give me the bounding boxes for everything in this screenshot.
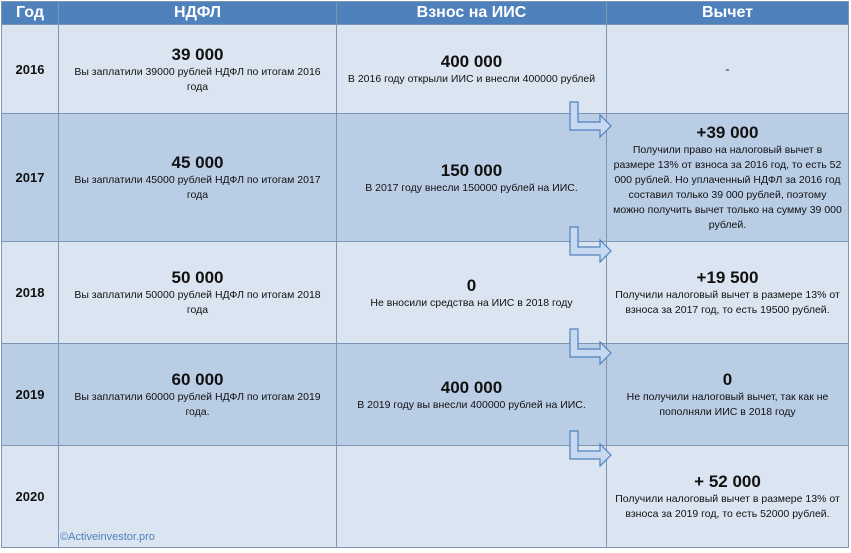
deduction-cell [607,114,849,242]
arrow-icon [568,327,612,371]
deduction-text: Получили налоговый вычет в размере 13% от взноса за 2017 год, то есть 19500 рублей. [615,289,840,316]
table-row [2,344,849,446]
ndfl-text: Вы заплатили 60000 рублей НДФЛ по итогам 2019 года. [74,391,321,418]
contribution-amount: 400 000 [440,52,503,71]
contribution-text: В 2017 году внесли 150000 рублей на ИИС. [365,181,578,194]
deduction-cell [607,25,849,114]
contribution-text: Не вносили средства на ИИС в 2018 году [370,296,573,309]
deduction-text: - [725,62,730,76]
header-year: Год [2,2,59,25]
deduction-cell [607,344,849,446]
ndfl-cell [59,114,337,242]
header-deduction: Вычет [607,2,849,25]
year-cell: 2019 [2,344,59,446]
header-row [2,2,849,25]
contribution-amount: 400 000 [440,377,503,397]
deduction-text: Получили право на налоговый вычет в размере 13% от взноса за 2016 год, то есть 52 000 рублей. Но уплаченный НДФЛ за 2016 год составил только 39 000 рублей, поэтому можно получить вычет только на сумму 39 000 рублей. [613,144,842,231]
deduction-text: Не получили налоговый вычет, так как не пополняли ИИС в 2018 году [626,391,829,418]
arrow-icon [568,225,612,269]
deduction-cell [607,446,849,548]
contribution-amount: 150 000 [440,160,503,180]
year-cell: 2016 [2,25,59,114]
deduction-amount: +39 000 [696,123,759,142]
deduction-cell [607,242,849,344]
ndfl-text: Вы заплатили 50000 рублей НДФЛ по итогам 2018 года [74,289,321,316]
arrow-icon [568,429,612,473]
year-cell: 2020 [2,446,59,548]
watermark: ©Activeinvestor.pro [60,531,155,543]
ndfl-text: Вы заплатили 45000 рублей НДФЛ по итогам 2017 года [74,174,321,201]
header-ndfl: НДФЛ [59,2,337,25]
ndfl-amount: 45 000 [171,153,224,172]
arrow-icon [568,100,612,144]
ndfl-amount: 50 000 [171,268,224,287]
header-contribution: Взнос на ИИС [337,2,607,25]
deduction-text: Получили налоговый вычет в размере 13% от взноса за 2019 год, то есть 52000 рублей. [615,493,840,520]
contribution-cell [337,242,607,344]
year-cell: 2017 [2,114,59,242]
deduction-amount: +19 500 [696,268,759,287]
table-row [2,25,849,114]
ndfl-amount: 39 000 [171,44,224,64]
ndfl-cell [59,25,337,114]
table-row [2,242,849,344]
ndfl-cell [59,344,337,446]
ndfl-amount: 60 000 [171,370,224,389]
iis-deduction-table [1,1,849,548]
contribution-cell [337,25,607,114]
table-row [2,114,849,242]
contribution-text: В 2019 году вы внесли 400000 рублей на ИИС. [357,398,586,411]
contribution-amount: 0 [466,275,477,295]
contribution-cell [337,446,607,548]
contribution-text: В 2016 году открыли ИИС и внесли 400000 рублей [347,73,596,85]
ndfl-cell [59,242,337,344]
ndfl-text: Вы заплатили 39000 рублей НДФЛ по итогам 2016 года [74,65,321,93]
contribution-cell [337,114,607,242]
deduction-amount: + 52 000 [694,472,761,491]
year-cell: 2018 [2,242,59,344]
deduction-amount: 0 [722,370,733,389]
contribution-cell [337,344,607,446]
